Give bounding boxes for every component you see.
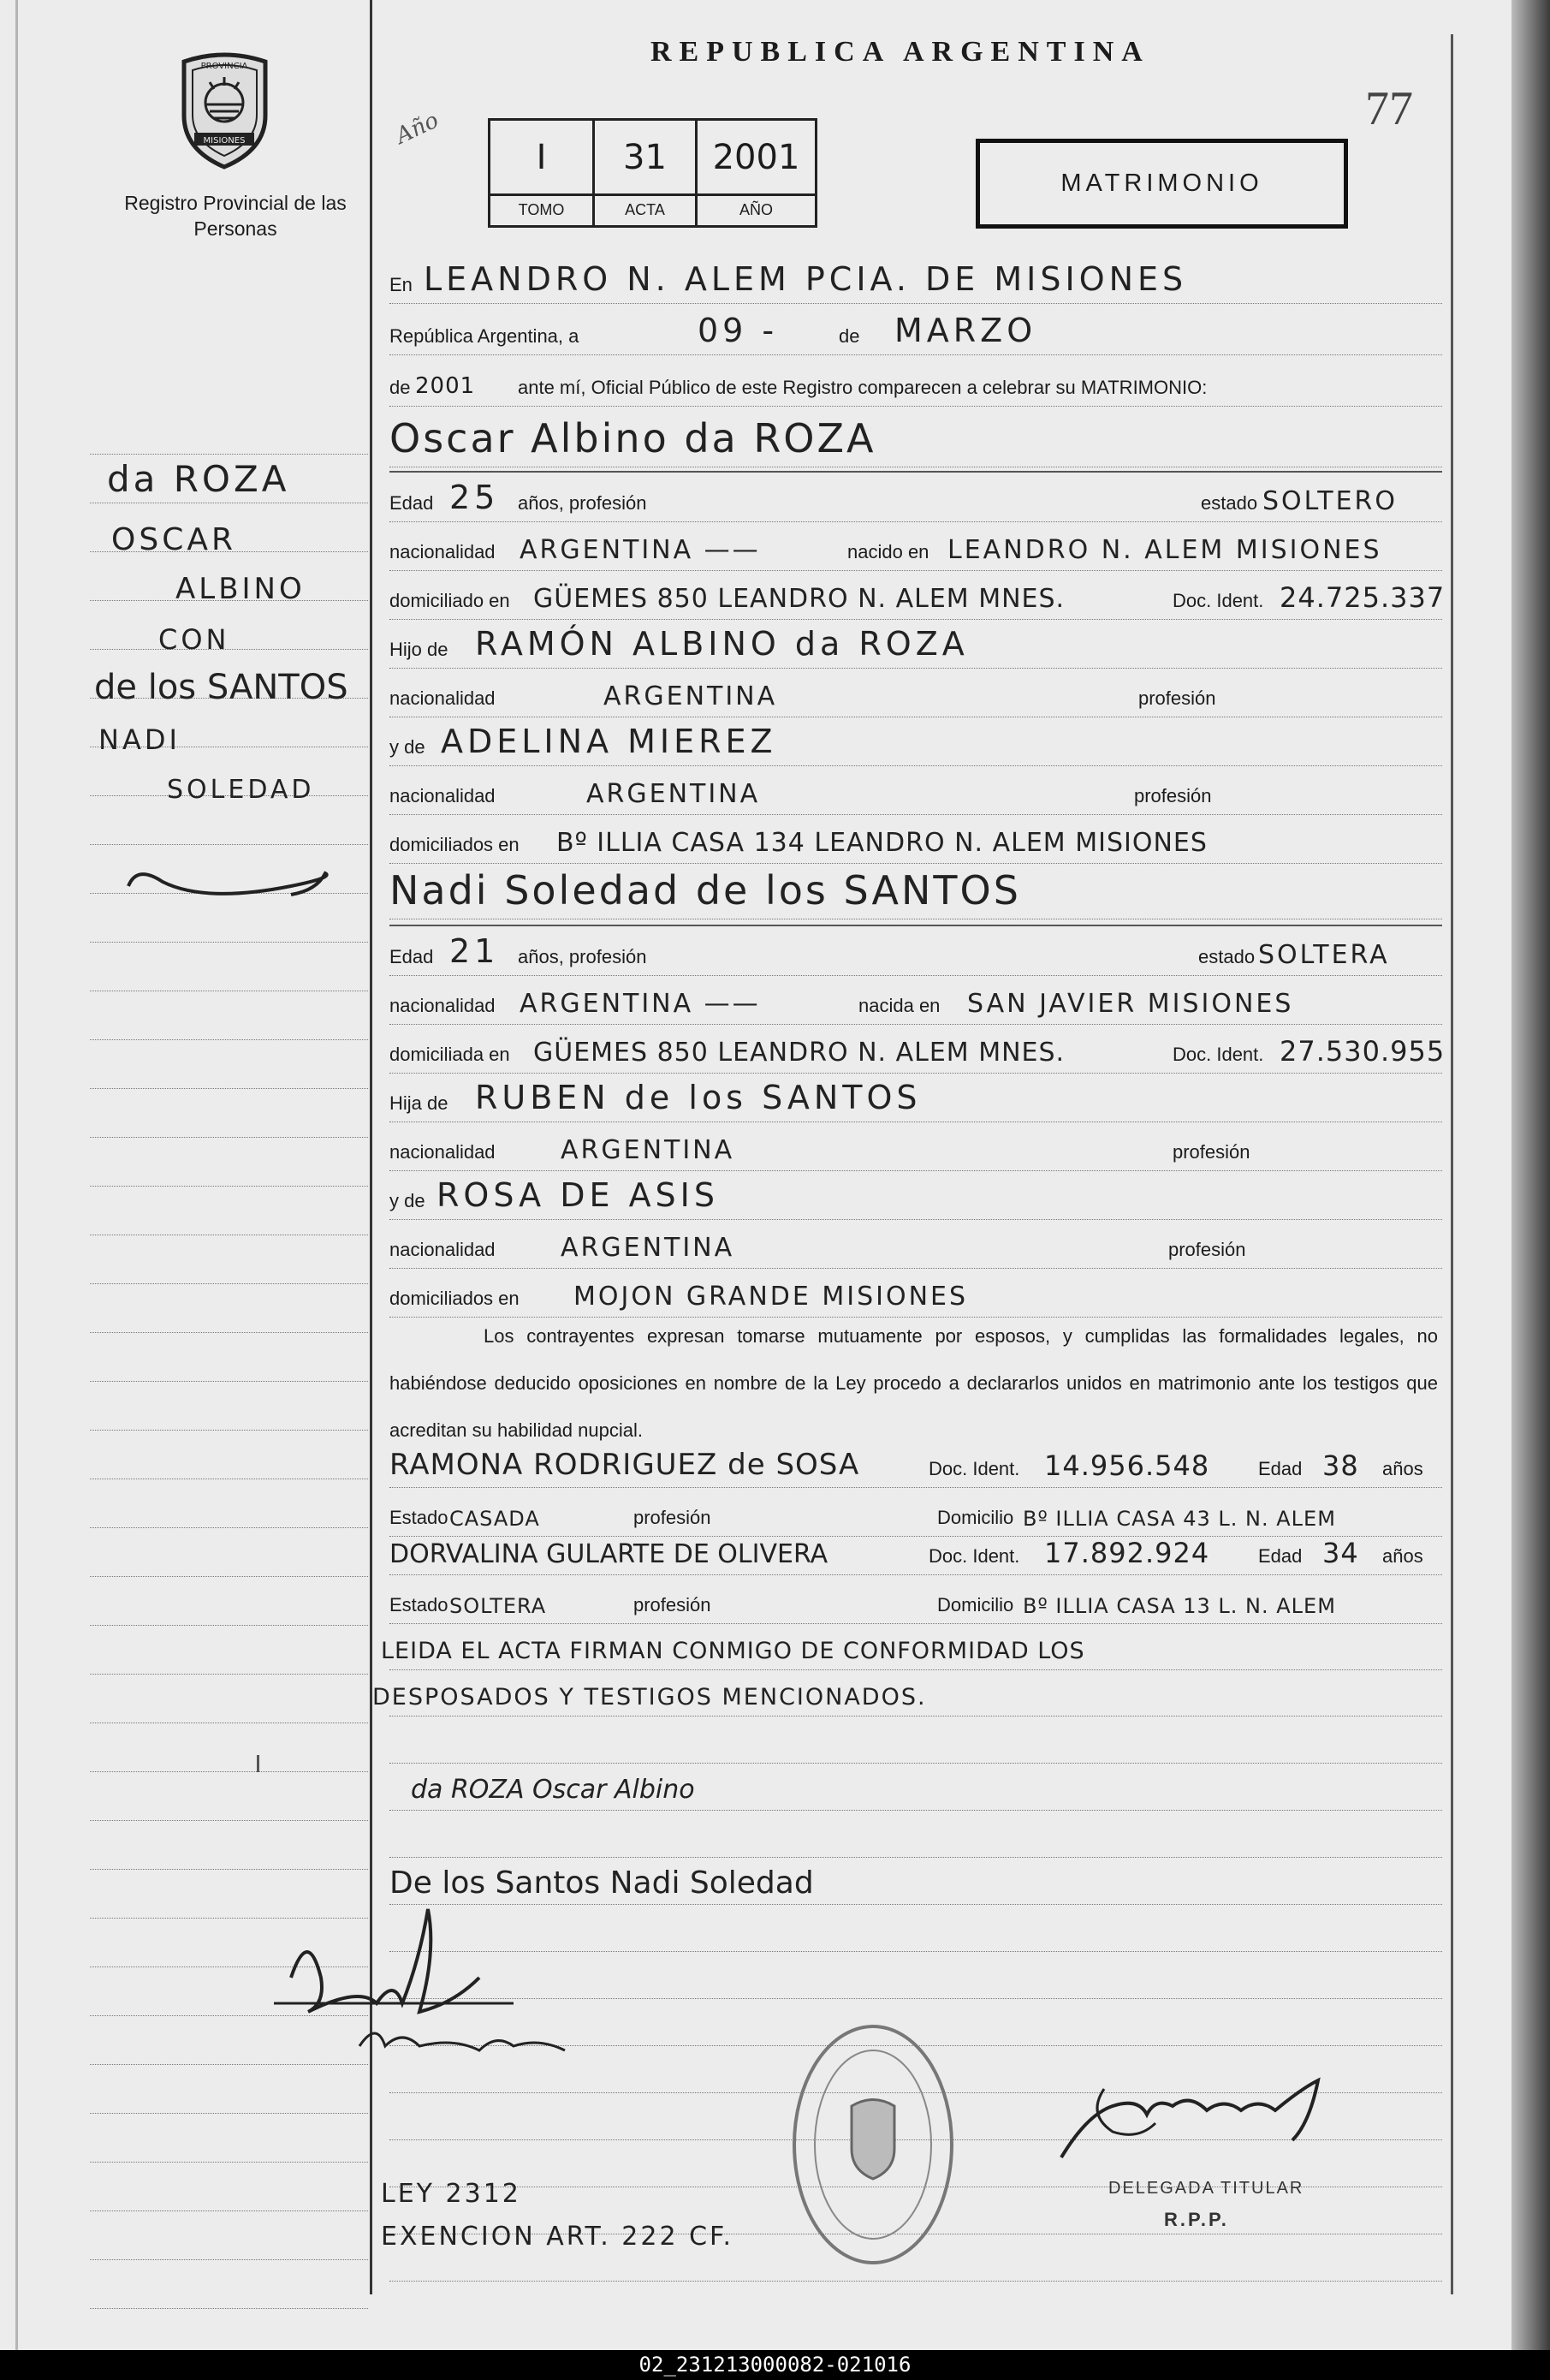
father-nat-label: nacionalidad bbox=[389, 1141, 496, 1163]
groom-father: RAMÓN ALBINO da ROZA bbox=[475, 625, 969, 663]
ante-text: ante mí, Oficial Público de este Registro comparecen a celebrar su MATRIMONIO: bbox=[518, 377, 1208, 398]
groom-mother-nat-row bbox=[389, 768, 1442, 815]
margin-given-1: OSCAR bbox=[111, 522, 236, 557]
groom-mother-nationality: ARGENTINA bbox=[586, 779, 761, 809]
born-label: nacida en bbox=[858, 995, 941, 1016]
de-label: de bbox=[839, 325, 860, 347]
intro-date-row bbox=[389, 308, 1442, 355]
margin-given-4: SOLEDAD bbox=[167, 775, 315, 805]
bride-nationality: ARGENTINA —— bbox=[520, 989, 761, 1019]
father-prof-label: profesión bbox=[1138, 687, 1216, 709]
anio-box bbox=[698, 118, 817, 228]
tomo-value: I bbox=[536, 138, 547, 177]
republica-label: República Argentina, a bbox=[389, 325, 579, 347]
witness-1-estado: CASADA bbox=[449, 1507, 540, 1531]
margin-ruled-line bbox=[90, 2308, 368, 2309]
official-title: DELEGADA TITULAR bbox=[1108, 2179, 1304, 2198]
margin-ruled-line bbox=[90, 1771, 368, 1772]
margin-tick bbox=[257, 1755, 259, 1772]
bride-doc: 27.530.955 bbox=[1280, 1035, 1446, 1068]
margin-ruled-line bbox=[90, 2162, 368, 2163]
margin-given-3: NADI bbox=[98, 723, 181, 756]
bride-signature: De los Santos Nadi Soledad bbox=[389, 1865, 814, 1901]
margin-ruled-line bbox=[90, 1820, 368, 1821]
witness-1-name: RAMONA RODRIGUEZ de SOSA bbox=[389, 1448, 860, 1482]
margin-ruled-line bbox=[90, 1332, 368, 1333]
en-label: En bbox=[389, 274, 413, 295]
svg-text:PROVINCIA: PROVINCIA bbox=[200, 62, 248, 71]
margin-ruled-line bbox=[90, 1625, 368, 1626]
doc-label: Doc. Ident. bbox=[1173, 590, 1264, 611]
declaration-text: Los contrayentes expresan tomarse mutuamente por esposos, y cumplidas las formalidades legales, no habiéndose deducido oposiciones en nombre de la Ley procedo a declararlos unidos en matrimonio ante los testigos que acreditan su habilidad nupcial. bbox=[389, 1325, 1438, 1441]
profession-label: profesión bbox=[633, 1594, 711, 1615]
closing-row-1 bbox=[381, 1623, 1442, 1670]
bride-mother: ROSA DE ASIS bbox=[436, 1176, 720, 1214]
margin-ruled-line bbox=[90, 2259, 368, 2260]
blank-row bbox=[389, 1811, 1442, 1858]
bride-father-nat-row bbox=[389, 1124, 1442, 1171]
mother-prof-label: profesión bbox=[1168, 1239, 1246, 1260]
svg-text:MISIONES: MISIONES bbox=[203, 136, 246, 146]
acta-label: ACTA bbox=[595, 193, 695, 225]
born-label: nacido en bbox=[847, 541, 929, 562]
groom-section-divider bbox=[389, 471, 1442, 473]
doc-label: Doc. Ident. bbox=[1173, 1044, 1264, 1065]
margin-ruled-line bbox=[90, 844, 368, 845]
groom-age: 25 bbox=[449, 479, 500, 516]
bride-parents-domicile: MOJON GRANDE MISIONES bbox=[573, 1282, 969, 1312]
parents-domicile-label: domiciliados en bbox=[389, 1288, 520, 1309]
years-label: años bbox=[1382, 1458, 1423, 1479]
blank-row bbox=[389, 1717, 1442, 1764]
margin-ruled-line bbox=[90, 1381, 368, 1382]
law-note: LEY 2312 bbox=[381, 2179, 521, 2209]
domicile-label: domiciliado en bbox=[389, 590, 510, 611]
anio-label: AÑO bbox=[698, 193, 815, 225]
margin-ruled-line bbox=[90, 1039, 368, 1040]
bride-estado: SOLTERA bbox=[1258, 940, 1390, 970]
bride-nationality-row bbox=[389, 978, 1442, 1025]
estado-label: estado bbox=[1198, 946, 1256, 967]
margin-ruled-line bbox=[90, 454, 368, 455]
month: MARZO bbox=[894, 312, 1037, 349]
domicile-label: Domicilio bbox=[937, 1507, 1014, 1528]
groom-nationality-row bbox=[389, 524, 1442, 571]
margin-surname-bride: de los SANTOS bbox=[94, 668, 348, 707]
margin-ruled-line bbox=[90, 1186, 368, 1187]
image-caption: 02_231213000082-021016 bbox=[0, 2350, 1550, 2380]
groom-father-nationality: ARGENTINA bbox=[603, 681, 778, 711]
domicile-label: domiciliada en bbox=[389, 1044, 510, 1065]
bride-section-divider bbox=[389, 925, 1442, 926]
official-seal-icon bbox=[787, 2020, 959, 2269]
father-prof-label: profesión bbox=[1173, 1141, 1250, 1163]
witness-1-doc: 14.956.548 bbox=[1044, 1449, 1210, 1482]
intro-place-row bbox=[389, 257, 1442, 304]
margin-ruled-line bbox=[90, 2210, 368, 2211]
closing-line-2: DESPOSADOS Y TESTIGOS MENCIONADOS. bbox=[372, 1684, 927, 1711]
and-of-label: y de bbox=[389, 1190, 425, 1211]
year-prefix-label: de bbox=[389, 377, 411, 398]
bride-mother-nat-row bbox=[389, 1222, 1442, 1269]
witness-1-row bbox=[389, 1441, 1442, 1488]
margin-ruled-line bbox=[90, 942, 368, 943]
groom-mother-row bbox=[389, 719, 1442, 766]
bride-mother-row bbox=[389, 1173, 1442, 1220]
doc-label: Doc. Ident. bbox=[929, 1545, 1020, 1567]
witness-signatures-icon bbox=[257, 1875, 616, 2063]
margin-ruled-line bbox=[90, 1088, 368, 1089]
margin-surname-groom: da ROZA bbox=[107, 458, 290, 500]
margin-ruled-line bbox=[90, 1869, 368, 1870]
binding-edge bbox=[15, 0, 18, 2350]
acta-value: 31 bbox=[623, 138, 667, 177]
groom-birthplace: LEANDRO N. ALEM MISIONES bbox=[947, 535, 1382, 565]
margin-ruled-line bbox=[90, 1674, 368, 1675]
parents-domicile-label: domiciliados en bbox=[389, 834, 520, 855]
bride-birthplace: SAN JAVIER MISIONES bbox=[967, 989, 1294, 1019]
tomo-box bbox=[488, 118, 595, 228]
acta-box bbox=[595, 118, 698, 228]
mother-nat-label: nacionalidad bbox=[389, 1239, 496, 1260]
margin-ruled-line bbox=[90, 2113, 368, 2114]
registry-name: Registro Provincial de las Personas bbox=[124, 192, 347, 240]
groom-father-row bbox=[389, 622, 1442, 669]
age-label: Edad bbox=[389, 946, 434, 967]
margin-connector: CON bbox=[158, 623, 230, 656]
groom-signature-row bbox=[389, 1764, 1442, 1811]
witness-1-age: 38 bbox=[1322, 1449, 1359, 1482]
father-nat-label: nacionalidad bbox=[389, 687, 496, 709]
estado-label: Estado bbox=[389, 1594, 448, 1615]
age-label: Edad bbox=[1258, 1545, 1303, 1567]
groom-age-row bbox=[389, 475, 1442, 522]
place: LEANDRO N. ALEM PCIA. DE MISIONES bbox=[424, 260, 1188, 298]
witness-2-name: DORVALINA GULARTE DE OLIVERA bbox=[389, 1539, 828, 1569]
bride-age-row bbox=[389, 929, 1442, 976]
margin-ruled-line bbox=[90, 1283, 368, 1284]
mother-prof-label: profesión bbox=[1134, 785, 1212, 806]
nationality-label: nacionalidad bbox=[389, 541, 496, 562]
margin-ruled-line bbox=[90, 1576, 368, 1577]
record-type-box: MATRIMONIO bbox=[976, 139, 1348, 229]
official-office: R.P.P. bbox=[1164, 2209, 1229, 2230]
margin-ruled-line bbox=[90, 2064, 368, 2065]
groom-domicile: GÜEMES 850 LEANDRO N. ALEM MNES. bbox=[533, 584, 1066, 614]
exemption-note: EXENCION ART. 222 CF. bbox=[381, 2222, 734, 2252]
witness-2-doc: 17.892.924 bbox=[1044, 1537, 1210, 1569]
bride-father: RUBEN de los SANTOS bbox=[475, 1079, 922, 1116]
provincial-crest-icon bbox=[175, 51, 274, 171]
groom-signature: da ROZA Oscar Albino bbox=[411, 1775, 695, 1805]
groom-father-nat-row bbox=[389, 670, 1442, 717]
witness-2-domicile: Bº ILLIA CASA 13 L. N. ALEM bbox=[1023, 1594, 1336, 1618]
anio-value: 2001 bbox=[712, 138, 800, 177]
mother-nat-label: nacionalidad bbox=[389, 785, 496, 806]
day: 09 - bbox=[698, 312, 779, 349]
bride-name-row bbox=[389, 867, 1442, 919]
margin-ruled-line bbox=[90, 1137, 368, 1138]
nationality-label: nacionalidad bbox=[389, 995, 496, 1016]
witness-2-row bbox=[389, 1528, 1442, 1575]
margin-given-2: ALBINO bbox=[175, 572, 306, 606]
bride-parents-domicile-row bbox=[389, 1270, 1442, 1318]
margin-ruled-line bbox=[90, 1527, 368, 1528]
witness-2-detail-row bbox=[389, 1577, 1442, 1624]
closing-line-1: LEIDA EL ACTA FIRMAN CONMIGO DE CONFORMIDAD LOS bbox=[381, 1638, 1085, 1664]
groom-doc: 24.725.337 bbox=[1280, 581, 1446, 614]
right-border bbox=[1451, 34, 1453, 2294]
official-signature-icon bbox=[1053, 2063, 1361, 2175]
closing-row-2 bbox=[372, 1669, 1442, 1717]
year: 2001 bbox=[415, 373, 476, 399]
age-suffix: años, profesión bbox=[518, 946, 647, 967]
and-of-label: y de bbox=[389, 736, 425, 758]
margin-flourish-icon bbox=[120, 856, 351, 916]
bride-age: 21 bbox=[449, 932, 500, 970]
age-label: Edad bbox=[389, 492, 434, 514]
page-number: 77 bbox=[1365, 82, 1413, 135]
witness-2-estado: SOLTERA bbox=[449, 1594, 547, 1618]
groom-parents-domicile-row bbox=[389, 817, 1442, 864]
groom-full-name: Oscar Albino da ROZA bbox=[389, 415, 876, 461]
age-label: Edad bbox=[1258, 1458, 1303, 1479]
witness-1-domicile: Bº ILLIA CASA 43 L. N. ALEM bbox=[1023, 1507, 1336, 1531]
estado-label: estado bbox=[1201, 492, 1258, 514]
groom-parents-domicile: Bº ILLIA CASA 134 LEANDRO N. ALEM MISIONES bbox=[556, 828, 1208, 858]
estado-label: Estado bbox=[389, 1507, 448, 1528]
groom-nationality: ARGENTINA —— bbox=[520, 535, 761, 565]
bride-mother-nationality: ARGENTINA bbox=[561, 1233, 735, 1263]
domicile-label: Domicilio bbox=[937, 1594, 1014, 1615]
profession-label: profesión bbox=[633, 1507, 711, 1528]
tomo-label: TOMO bbox=[490, 193, 592, 225]
age-suffix: años, profesión bbox=[518, 492, 647, 514]
years-label: años bbox=[1382, 1545, 1423, 1567]
groom-name-row bbox=[389, 415, 1442, 467]
intro-year-row bbox=[389, 360, 1442, 407]
groom-mother: ADELINA MIEREZ bbox=[441, 723, 777, 760]
bride-full-name: Nadi Soledad de los SANTOS bbox=[389, 867, 1021, 913]
margin-note: Año bbox=[392, 107, 443, 150]
country-header: REPUBLICA ARGENTINA bbox=[650, 36, 1150, 68]
doc-label: Doc. Ident. bbox=[929, 1458, 1020, 1479]
son-of-label: Hijo de bbox=[389, 639, 448, 660]
bride-domicile-row bbox=[389, 1026, 1446, 1074]
bride-father-row bbox=[389, 1075, 1442, 1122]
groom-estado: SOLTERO bbox=[1262, 486, 1398, 516]
daughter-of-label: Hija de bbox=[389, 1092, 448, 1114]
witness-2-age: 34 bbox=[1322, 1537, 1359, 1569]
bride-domicile: GÜEMES 850 LEANDRO N. ALEM MNES. bbox=[533, 1038, 1066, 1068]
page-edge bbox=[1511, 0, 1550, 2350]
bride-father-nationality: ARGENTINA bbox=[561, 1135, 735, 1165]
margin-ruled-line bbox=[90, 1430, 368, 1431]
groom-domicile-row bbox=[389, 573, 1446, 620]
